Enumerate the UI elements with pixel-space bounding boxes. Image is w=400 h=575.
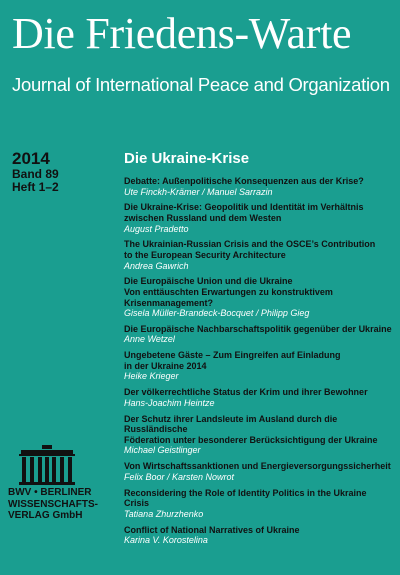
article-authors: Michael Geistlinger	[124, 445, 201, 456]
publisher-name: BWV • BERLINER WISSENSCHAFTS- VERLAG GmbH	[8, 487, 98, 521]
brandenburg-gate-icon	[18, 445, 76, 485]
article-authors: Heike Krieger	[124, 371, 179, 382]
article-title: Der Schutz ihrer Landsleute im Ausland durch die Russländische Föderation unter besonderer Berücksichtigung der Ukraine	[124, 413, 378, 445]
journal-title: Die Friedens-Warte	[12, 9, 352, 58]
article-list	[124, 176, 394, 546]
article-item	[124, 276, 394, 318]
issue-heft: Heft 1–2	[12, 180, 59, 194]
article-authors: August Pradetto	[124, 223, 189, 234]
article-authors: Ute Finckh-Krämer / Manuel Sarrazin	[124, 186, 273, 197]
article-item	[124, 239, 394, 271]
article-title: Reconsidering the Role of Identity Politics in the Ukraine Crisis	[124, 487, 367, 509]
article-item	[124, 350, 394, 382]
article-item	[124, 324, 394, 345]
article-title: Conflict of National Narratives of Ukraine	[124, 524, 300, 535]
article-authors: Hans-Joachim Heintze	[124, 397, 215, 408]
article-title: Ungebetene Gäste – Zum Eingreifen auf Einladung in der Ukraine 2014	[124, 350, 341, 371]
article-title: Der völkerrechtliche Status der Krim und ihrer Bewohner	[124, 387, 368, 398]
issue-year: 2014	[12, 149, 50, 168]
article-item	[124, 202, 394, 234]
article-item	[124, 176, 394, 197]
article-authors: Anne Wetzel	[124, 334, 175, 345]
article-title: The Ukrainian-Russian Crisis and the OSCE’s Contribution to the European Security Architecture	[124, 239, 376, 260]
article-item	[124, 387, 394, 408]
publisher-logo	[8, 445, 98, 522]
article-item	[124, 525, 394, 546]
article-authors: Andrea Gawrich	[124, 260, 189, 271]
issue-info	[12, 150, 112, 194]
table-of-contents	[124, 150, 394, 551]
article-authors: Karina V. Korostelina	[124, 535, 208, 546]
section-title: Die Ukraine-Krise	[124, 150, 250, 167]
article-authors: Tatiana Zhurzhenko	[124, 508, 204, 519]
article-authors: Gisela Müller-Brandeck-Bocquet / Philipp Gieg	[124, 308, 310, 319]
article-title: Die Europäische Union und die Ukraine Von enttäuschten Erwartungen zu konstruktivem Krisenmanagement?	[124, 276, 333, 308]
article-title: Von Wirtschaftssanktionen und Energieversorgungssicherheit	[124, 461, 391, 472]
article-title: Die Europäische Nachbarschaftspolitik gegenüber der Ukraine	[124, 323, 392, 334]
article-item	[124, 488, 394, 520]
article-title: Die Ukraine-Krise: Geopolitik und Identität im Verhältnis zwischen Russland und dem Westen	[124, 202, 364, 223]
article-item	[124, 461, 394, 482]
article-authors: Felix Boor / Karsten Nowrot	[124, 471, 235, 482]
issue-band: Band 89	[12, 167, 59, 181]
article-item	[124, 414, 394, 456]
article-title: Debatte: Außenpolitische Konsequenzen aus der Krise?	[124, 176, 364, 186]
journal-subtitle: Journal of International Peace and Organization	[12, 74, 390, 95]
